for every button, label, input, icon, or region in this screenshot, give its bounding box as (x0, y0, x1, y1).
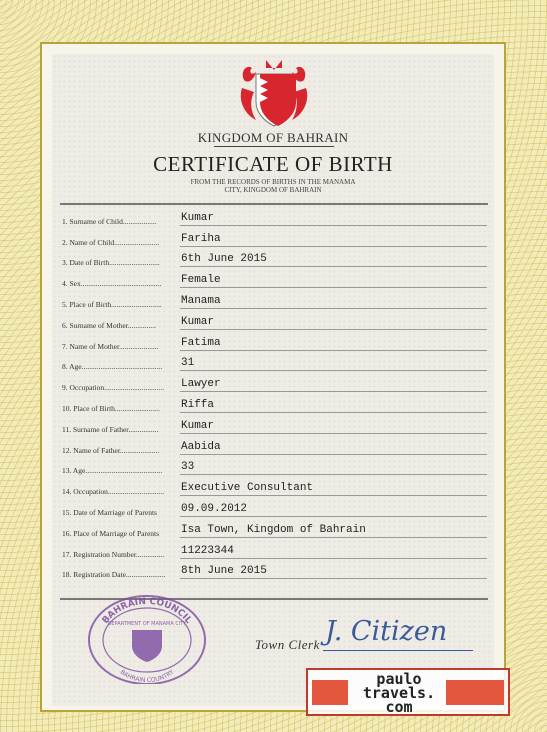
field-row (62, 269, 487, 290)
fields-list (62, 207, 487, 581)
field-row (62, 207, 487, 228)
field-value: 31 (180, 356, 487, 371)
field-label: 13. Age......................................... (62, 466, 163, 476)
field-row (62, 353, 487, 374)
field-label: 18. Registration Date..................... (62, 570, 166, 580)
town-clerk-label: Town Clerk (255, 637, 320, 652)
field-value: Executive Consultant (180, 481, 487, 496)
field-row (62, 519, 487, 540)
watermark-bar-left (312, 680, 348, 705)
subtitle-line-1: FROM THE RECORDS OF BIRTHS IN THE MANAMA (190, 178, 356, 186)
watermark-badge (306, 668, 510, 716)
field-value: Kumar (180, 419, 487, 434)
field-label: 10. Place of Birth........................ (62, 403, 160, 413)
field-row (62, 249, 487, 270)
kingdom-underline (214, 146, 334, 147)
field-value: Kumar (180, 315, 487, 330)
field-row (62, 311, 487, 332)
subtitle-line-2: CITY, KINGDOM OF BAHRAIN (224, 186, 322, 194)
field-label: 16. Place of Marriage of Parents (62, 528, 160, 538)
field-row (62, 561, 487, 582)
field-row (62, 477, 487, 498)
top-separator (60, 203, 488, 205)
field-label: 17. Registration Number............... (62, 549, 165, 559)
field-value: 09.09.2012 (180, 502, 487, 517)
field-label: 9. Occupation................................ (62, 383, 165, 393)
field-row (62, 332, 487, 353)
watermark-line-3: com (385, 698, 413, 716)
field-label: 2. Name of Child........................ (62, 237, 160, 247)
seal-top-text: BAHRAIN COUNCIL (100, 596, 194, 626)
field-value: Riffa (180, 398, 487, 413)
field-value: 8th June 2015 (180, 564, 487, 579)
field-label: 14. Occupation.............................. (62, 487, 165, 497)
field-value: Aabida (180, 440, 487, 455)
field-value: Isa Town, Kingdom of Bahrain (180, 523, 487, 538)
field-row (62, 540, 487, 561)
kingdom-heading: KINGDOM OF BAHRAIN (197, 130, 349, 145)
watermark-text (354, 672, 444, 714)
clerk-signature: J. Citizen (325, 616, 448, 647)
field-row (62, 436, 487, 457)
field-label: 8. Age........................................... (62, 362, 163, 372)
field-value: Fariha (180, 232, 487, 247)
certificate-title: CERTIFICATE OF BIRTH (153, 152, 393, 176)
field-value: 33 (180, 460, 487, 475)
council-seal-icon (86, 592, 208, 684)
signature-line (323, 650, 473, 651)
field-row (62, 394, 487, 415)
field-label: 4. Sex........................................... (62, 279, 162, 289)
watermark-bar-right (446, 680, 504, 705)
field-value: Lawyer (180, 377, 487, 392)
seal-middle-text: DEPARTMENT OF MANAMA CITY (107, 621, 187, 627)
field-label: 6. Surname of Mother............... (62, 320, 156, 330)
field-row (62, 373, 487, 394)
field-value: Fatima (180, 336, 487, 351)
field-value: Kumar (180, 211, 487, 226)
field-row (62, 498, 487, 519)
field-label: 7. Name of Mother..................... (62, 341, 159, 351)
field-row (62, 290, 487, 311)
field-row (62, 415, 487, 436)
seal-bottom-text: BAHRAIN COUNTRY (118, 668, 176, 684)
field-label: 1. Surname of Child.................. (62, 216, 157, 226)
field-value: Manama (180, 294, 487, 309)
watermark-line-2: travels. (362, 684, 436, 702)
field-label: 5. Place of Birth........................... (62, 299, 162, 309)
field-row (62, 457, 487, 478)
field-value: 6th June 2015 (180, 252, 487, 267)
watermark-line-1: paulo (376, 670, 422, 688)
field-label: 11. Surname of Father................ (62, 424, 159, 434)
field-label: 15. Date of Marriage of Parents (62, 507, 157, 517)
field-value: Female (180, 273, 487, 288)
field-label: 12. Name of Father..................... (62, 445, 160, 455)
field-row (62, 228, 487, 249)
bahrain-crest-icon (238, 58, 310, 130)
field-value: 11223344 (180, 544, 487, 559)
field-label: 3. Date of Birth........................... (62, 258, 160, 268)
